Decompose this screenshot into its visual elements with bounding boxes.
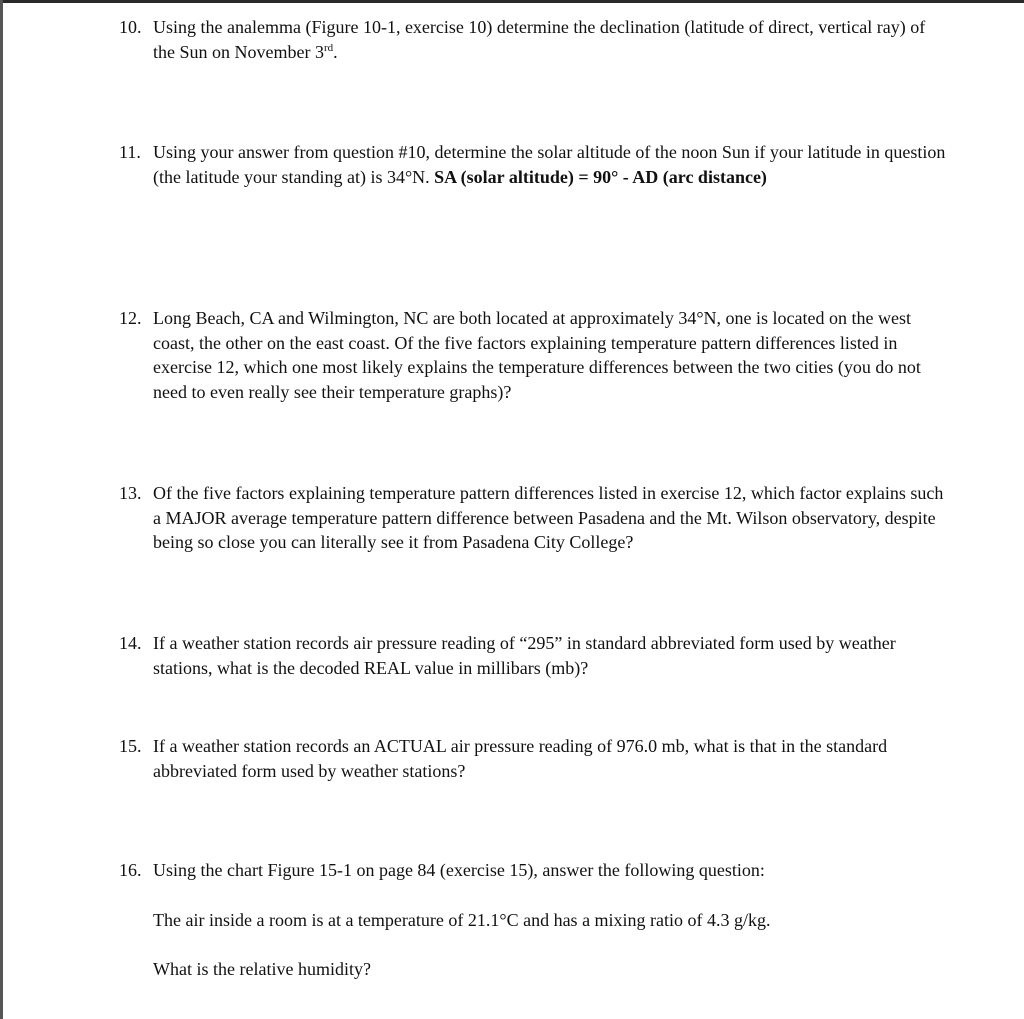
page-left-border — [0, 0, 3, 1019]
ordinal-suffix: rd — [323, 41, 334, 54]
question-text: If a weather station records air pressure reading of “295” in standard abbreviated form used by weather stations, what is the decoded REAL value in millibars (mb)? — [153, 633, 896, 678]
question-number: 16. — [119, 860, 142, 880]
question-13 — [119, 481, 949, 555]
question-number: 12. — [119, 308, 142, 328]
question-number: 11. — [119, 142, 141, 162]
question-text — [153, 140, 949, 189]
question-14 — [119, 631, 949, 680]
question-number: 14. — [119, 633, 142, 653]
question-15 — [119, 734, 949, 783]
question-text — [153, 15, 949, 64]
question-text: Long Beach, CA and Wilmington, NC are both located at approximately 34°N, one is located on the west coast, the other on the east coast. Of the five factors explaining temperature pattern differences listed in exercise 12, which one most likely explains the temperature differences between the two cities (you do not need to even really see their temperature graphs)? — [153, 308, 921, 402]
question-text: Using the chart Figure 15-1 on page 84 (exercise 15), answer the following question: — [153, 860, 765, 880]
formula-bold: SA (solar altitude) = 90° - AD (arc distance) — [434, 166, 767, 187]
question-10 — [119, 15, 949, 64]
question-body: Using the analemma (Figure 10-1, exercise 10) determine the declination (latitude of direct, vertical ray) of the Sun on November 3 — [153, 17, 926, 62]
question-number: 15. — [119, 736, 142, 756]
q16-conditions: The air inside a room is at a temperature of 21.1°C and has a mixing ratio of 4.3 g/kg. — [153, 910, 771, 930]
question-number: 13. — [119, 483, 142, 503]
question-11 — [119, 140, 949, 189]
question-16 — [119, 858, 949, 883]
question-12 — [119, 306, 949, 404]
question-text: Of the five factors explaining temperature pattern differences listed in exercise 12, which factor explains such a MAJOR average temperature pattern difference between Pasadena and the Mt. Wilson observatory, despite being so close you can literally see it from Pasadena City College? — [153, 483, 944, 552]
punctuation: . — [333, 41, 338, 62]
page-top-border — [0, 0, 1024, 3]
question-text: If a weather station records an ACTUAL air pressure reading of 976.0 mb, what is that in the standard abbreviated form used by weather stations? — [153, 736, 888, 781]
question-body: Using your answer from question #10, determine the solar altitude of the noon Sun if your latitude in question (the latitude your standing at) is 34°N. — [153, 142, 946, 187]
question-number: 10. — [119, 17, 142, 37]
q16-prompt: What is the relative humidity? — [153, 959, 371, 979]
